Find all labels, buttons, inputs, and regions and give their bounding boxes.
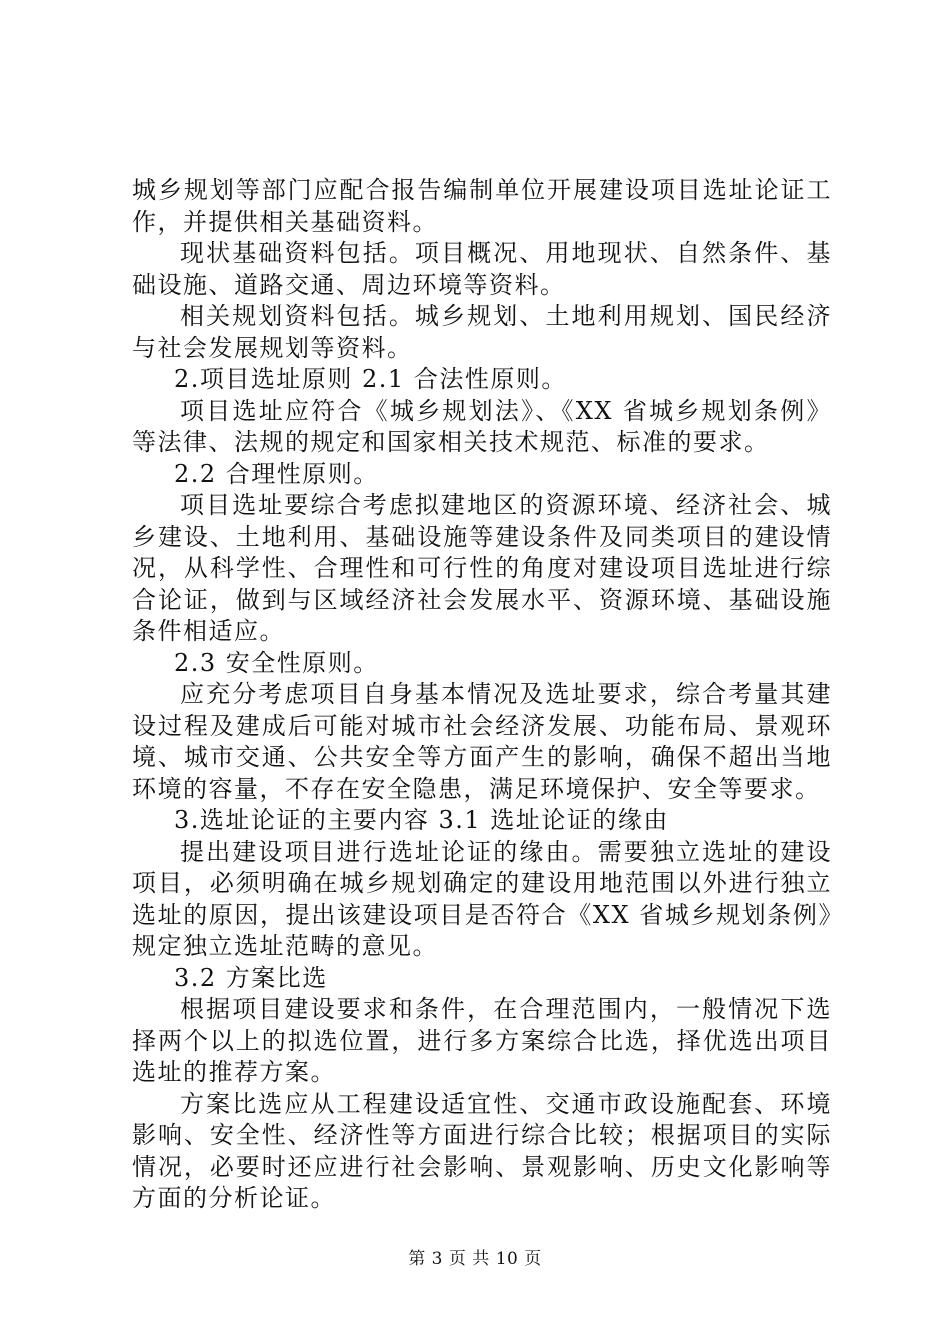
- section-heading-2-2: 2.2 合理性原则。: [174, 459, 379, 488]
- paragraph-legality: 项目选址应符合《城乡规划法》、《XX 省城乡规划条例》等法律、法规的规定和国家相关技术规范、标准的要求。: [132, 396, 832, 456]
- paragraph-safety: 应充分考虑项目自身基本情况及选址要求，综合考量其建设过程及建成后可能对城市社会经济发展、功能布局、景观环境、城市交通、公共安全等方面产生的影响，确保不超出当地环境的容量，不存在安全隐患，满足环境保护、安全等要求。: [132, 680, 832, 803]
- paragraph-continuation: 城乡规划等部门应配合报告编制单位开展建设项目选址论证工作，并提供相关基础资料。: [132, 176, 832, 236]
- paragraph-planning-data: 相关规划资料包括。城乡规划、土地利用规划、国民经济与社会发展规划等资料。: [132, 302, 832, 362]
- paragraph-comparison-detail: 方案比选应从工程建设适宜性、交通市政设施配套、环境影响、安全性、经济性等方面进行综合比较；根据项目的实际情况，必要时还应进行社会影响、景观影响、历史文化影响等方面的分析论证。: [132, 1089, 832, 1212]
- paragraph-comparison: 根据项目建设要求和条件，在合理范围内，一般情况下选择两个以上的拟选位置，进行多方案综合比选，择优选出项目选址的推荐方案。: [132, 995, 832, 1086]
- paragraph-basic-data: 现状基础资料包括。项目概况、用地现状、自然条件、基础设施、道路交通、周边环境等资料。: [132, 239, 832, 299]
- section-heading-3-2: 3.2 方案比选: [174, 963, 328, 992]
- section-heading-3: 3.选址论证的主要内容 3.1 选址论证的缘由: [174, 806, 669, 834]
- section-heading-2: 2.项目选址原则 2.1 合法性原则。: [174, 365, 567, 393]
- document-body: [132, 175, 832, 1215]
- paragraph-rationality: 项目选址要综合考虑拟建地区的资源环境、经济社会、城乡建设、土地利用、基础设施等建设条件及同类项目的建设情况，从科学性、合理性和可行性的角度对建设项目选址进行综合论证，做到与区域经济社会发展水平、资源环境、基础设施条件相适应。: [132, 491, 832, 645]
- section-heading-2-3: 2.3 安全性原则。: [174, 648, 379, 677]
- page-number-footer: 第 3 页 共 10 页: [408, 1249, 542, 1269]
- paragraph-reason: 提出建设项目进行选址论证的缘由。需要独立选址的建设项目，必须明确在城乡规划确定的建设用地范围以外进行独立选址的原因，提出该建设项目是否符合《XX 省城乡规划条例》规定独立选址范畴的意见。: [132, 837, 832, 960]
